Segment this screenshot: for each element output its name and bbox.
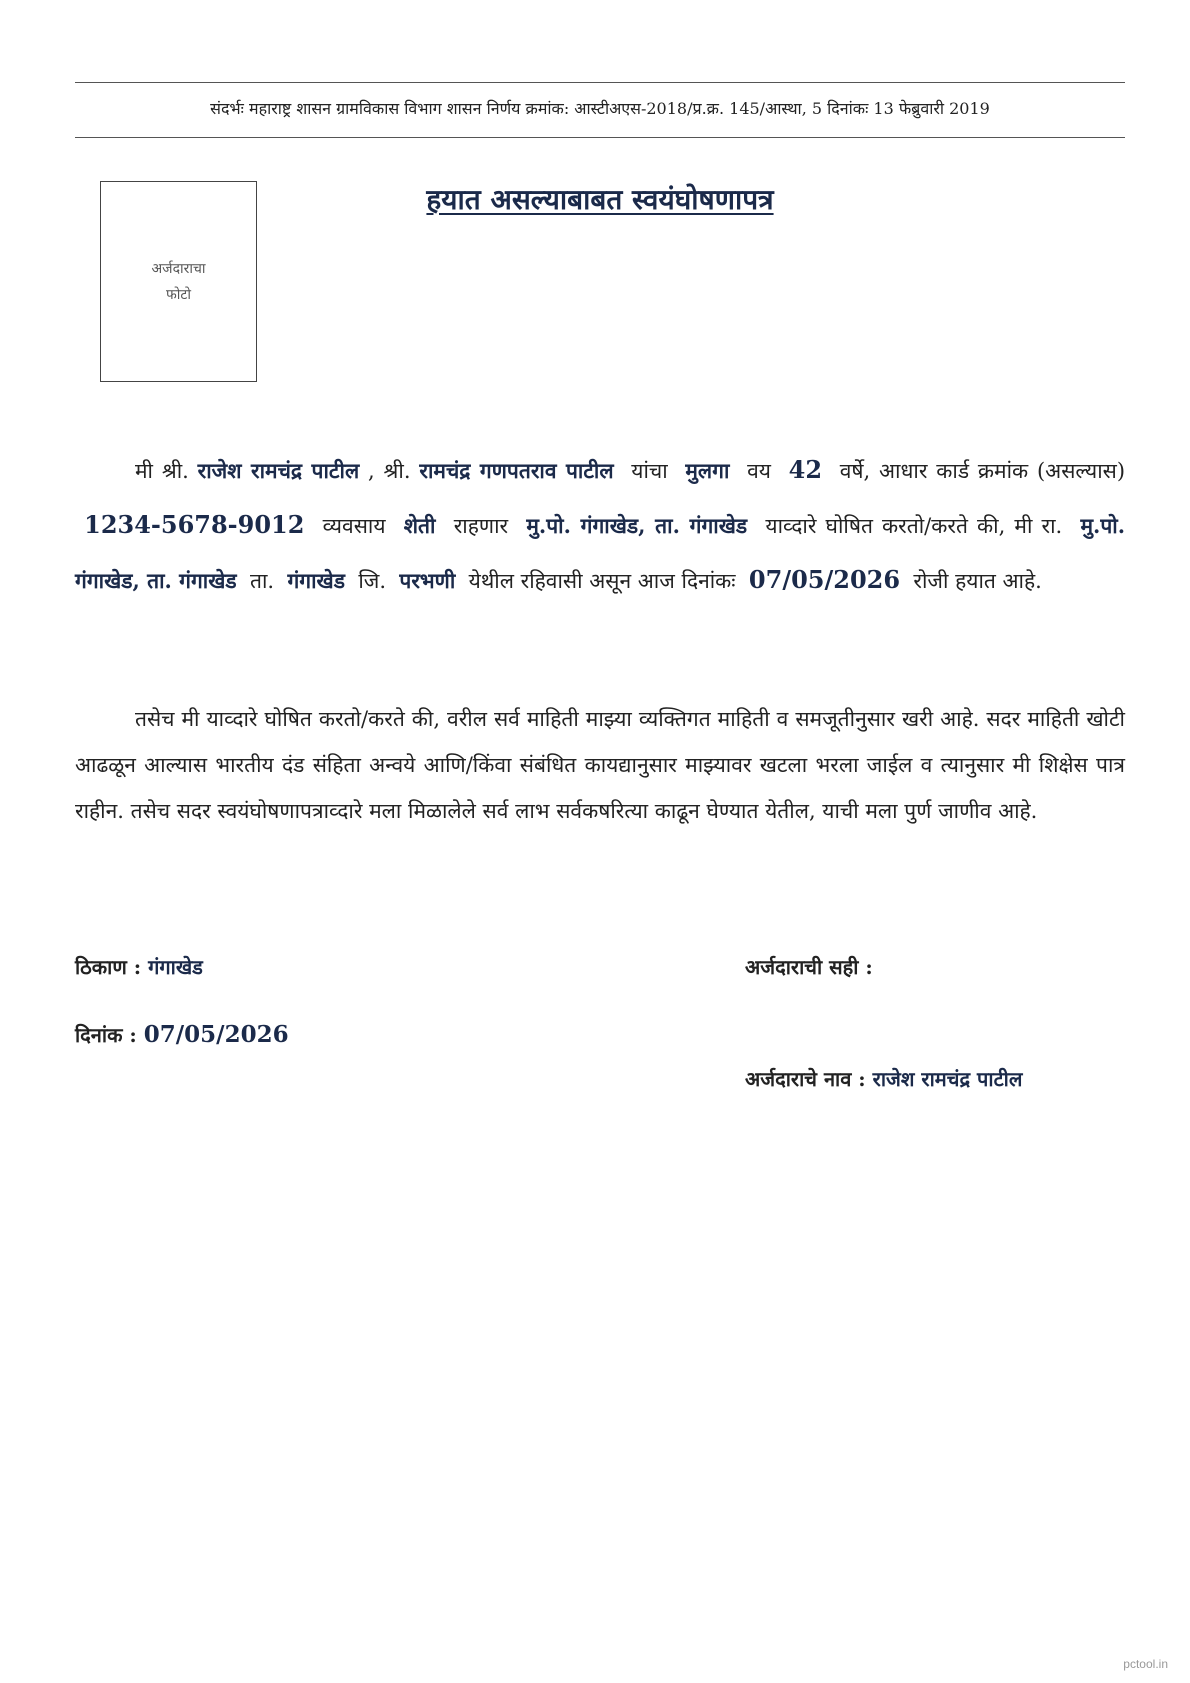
text-segment: व्यवसाय — [322, 514, 386, 538]
applicant-name-label: अर्जदाराचे नाव : — [745, 1067, 866, 1091]
text-segment: येथील रहिवासी असून आज दिनांकः — [468, 569, 736, 593]
text-segment: रोजी हयात आहे. — [913, 569, 1042, 593]
date-label: दिनांक : — [75, 1023, 137, 1047]
header-top-rule — [75, 82, 1125, 83]
text-segment: ता. — [250, 569, 275, 593]
declaration-date-field: 07/05/2026 — [748, 565, 901, 594]
document-title: हयात असल्याबाबत स्वयंघोषणापत्र — [426, 183, 774, 216]
taluka-field: गंगाखेड — [287, 568, 345, 593]
applicant-photo-box — [100, 181, 257, 382]
text-segment: , श्री. — [368, 459, 411, 483]
applicant-name-field: राजेश रामचंद्र पाटील — [197, 458, 360, 483]
text-segment: जि. — [358, 569, 387, 593]
photo-label-line2: फोटो — [165, 286, 192, 303]
father-name-field: रामचंद्र गणपतराव पाटील — [419, 458, 614, 483]
watermark: pctool.in — [1123, 1657, 1168, 1671]
village-field: मु.पो. गंगाखेड, ता. गंगाखेड — [75, 513, 1126, 593]
text-segment: वर्षे, आधार कार्ड क्रमांक (असल्यास) — [839, 459, 1126, 483]
undertaking-paragraph: तसेच मी याव्दारे घोषित करतो/करते की, वरील सर्व माहिती माझ्या व्यक्तिगत माहिती व समजूतीनुसार खरी आहे. सदर माहिती खोटी आढळून आल्यास भारतीय दंड संहिता अन्वये आणि/किंवा संबंधित कायद्यानुसार माझ्यावर खटला भरला जाईल व त्यानुसार मी शिक्षेस पात्र राहीन. तसेच सदर स्वयंघोषणापत्राव्दारे मला मिळालेले सर्व लाभ सर्वकषरित्या काढून घेण्यात येतील, याची मला पुर्ण जाणीव आहे. — [75, 707, 1125, 823]
text-segment: वय — [747, 459, 771, 483]
signature-label: अर्जदाराची सही : — [745, 955, 873, 979]
place-label: ठिकाण : — [75, 955, 142, 979]
place-row — [75, 953, 203, 980]
header-bottom-rule — [75, 137, 1125, 138]
aadhaar-field: 1234-5678-9012 — [84, 510, 305, 539]
occupation-field: शेती — [403, 513, 436, 538]
relation-field: मुलगा — [685, 458, 730, 483]
reference-line: संदर्भः महाराष्ट्र शासन ग्रामविकास विभाग शासन निर्णय क्रमांक: आस्टीअएस-2018/प्र.क्र. 145/आस्था, 5 दिनांकः 13 फेब्रुवारी 2019 — [210, 99, 990, 118]
age-field: 42 — [788, 455, 823, 484]
signature-row — [745, 953, 873, 980]
district-field: परभणी — [399, 568, 456, 593]
date-value: 07/05/2026 — [143, 1021, 289, 1048]
applicant-name-value: राजेश रामचंद्र पाटील — [872, 1067, 1023, 1091]
declaration-paragraph — [75, 443, 1125, 608]
address-field: मु.पो. गंगाखेड, ता. गंगाखेड — [526, 513, 748, 538]
text-segment: मी श्री. — [135, 459, 189, 483]
text-segment: याव्दारे घोषित करतो/करते की, मी रा. — [765, 514, 1063, 538]
place-value: गंगाखेड — [148, 955, 203, 979]
text-segment: राहणार — [453, 514, 509, 538]
text-segment: यांचा — [631, 459, 668, 483]
photo-label-line1: अर्जदाराचा — [151, 260, 206, 277]
date-row — [75, 1021, 289, 1048]
applicant-name-row — [745, 1065, 1022, 1092]
